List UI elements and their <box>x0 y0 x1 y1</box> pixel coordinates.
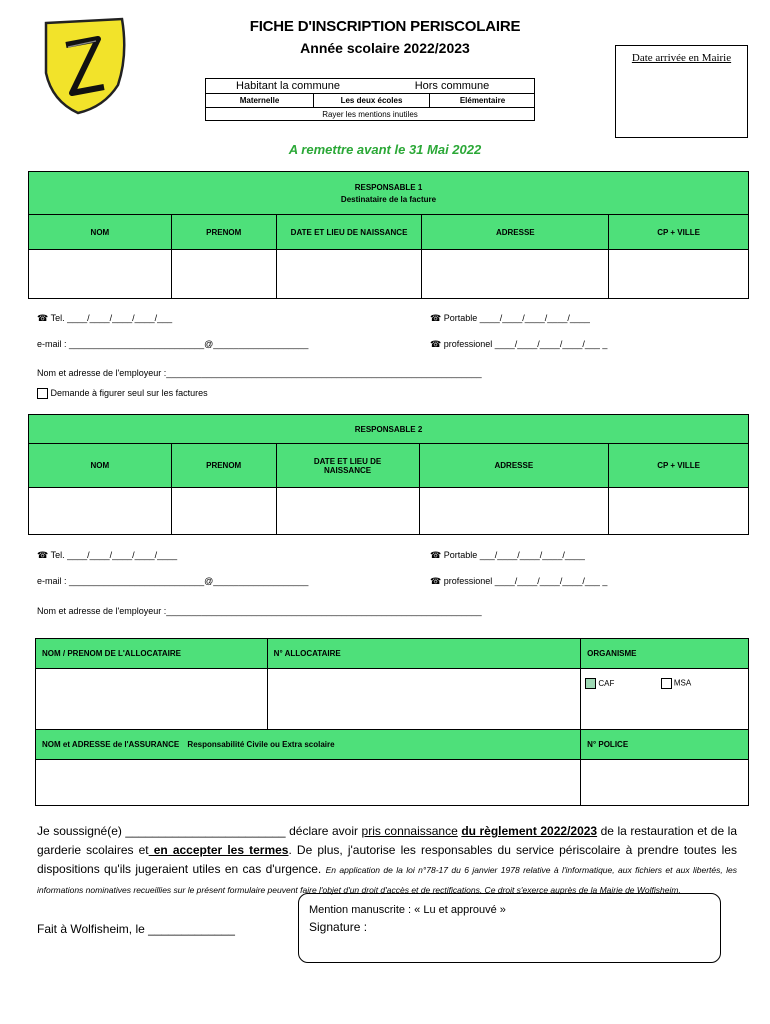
resp1-subtitle: Destinataire de la facture <box>340 194 437 204</box>
signature-box[interactable] <box>298 893 721 963</box>
col-nom: NOM <box>29 215 172 250</box>
organisme-options <box>581 669 749 730</box>
commune-selector <box>205 78 535 121</box>
signature-label: Signature : <box>309 920 368 934</box>
phone-icon: ☎ <box>430 550 444 560</box>
resp2-header: RESPONSABLE 2 <box>29 415 749 444</box>
assurance-field[interactable] <box>36 760 581 806</box>
invoice-checkbox-label: Demande à figurer seul sur les factures <box>50 388 208 398</box>
col-cp-ville: CP + VILLE <box>609 215 749 250</box>
col-police: N° POLICE <box>581 730 749 760</box>
caf-checkbox[interactable] <box>585 678 596 689</box>
resp1-cpville-field[interactable] <box>609 250 749 299</box>
resp1-employer[interactable]: Nom et adresse de l'employeur :_______________________________________________________________ <box>37 368 482 378</box>
strike-note: Rayer les mentions inutiles <box>322 110 418 119</box>
school-year: Année scolaire 2022/2023 <box>300 40 470 56</box>
col-cp-ville: CP + VILLE <box>609 444 749 488</box>
resp2-employer[interactable]: Nom et adresse de l'employeur :_______________________________________________________________ <box>37 606 482 616</box>
resp1-prenom-field[interactable] <box>171 250 276 299</box>
phone-icon: ☎ <box>430 576 444 586</box>
resp1-tel[interactable]: ☎ Tel. ____/____/____/____/___ <box>37 313 173 323</box>
mention-manuscrite: Mention manuscrite : « Lu et approuvé » <box>309 904 506 916</box>
resp2-portable[interactable]: ☎ Portable ___/____/____/____/____ <box>430 550 585 560</box>
resp2-prenom-field[interactable] <box>171 488 276 535</box>
resp2-table <box>28 414 749 535</box>
allocataire-name-field[interactable] <box>36 669 268 730</box>
resp2-professionel[interactable]: ☎ professionel ____/____/____/____/___ _ <box>430 576 608 586</box>
resp1-title: RESPONSABLE 1 <box>354 182 423 192</box>
deadline: A remettre avant le 31 Mai 2022 <box>288 142 482 157</box>
col-nom: NOM <box>29 444 172 488</box>
logo <box>38 15 130 115</box>
mairie-arrival-box <box>615 45 748 138</box>
col-naissance: DATE ET LIEU DE NAISSANCE <box>276 215 422 250</box>
caf-label: CAF <box>598 678 615 688</box>
form-title: FICHE D'INSCRIPTION PERISCOLAIRE <box>249 18 521 35</box>
phone-icon: ☎ <box>430 313 444 323</box>
resp2-tel[interactable]: ☎ Tel. ____/____/____/____/____ <box>37 550 178 560</box>
col-prenom: PRENOM <box>171 215 276 250</box>
col-prenom: PRENOM <box>171 444 276 488</box>
resp1-nom-field[interactable] <box>29 250 172 299</box>
resp1-email[interactable]: e-mail : ___________________________@___________________ <box>37 339 309 349</box>
commune-option-habitant[interactable]: Habitant la commune <box>236 80 340 92</box>
col-naissance: DATE ET LIEU DE NAISSANCE <box>276 444 419 488</box>
commune-option-hors[interactable]: Hors commune <box>414 80 490 92</box>
commune-row <box>206 79 534 94</box>
resp1-table <box>28 171 749 299</box>
col-organisme: ORGANISME <box>581 639 749 669</box>
col-adresse: ADRESSE <box>422 215 609 250</box>
resp1-naissance-field[interactable] <box>276 250 422 299</box>
mairie-arrival-label: Date arrivée en Mairie <box>631 52 732 64</box>
resp2-nom-field[interactable] <box>29 488 172 535</box>
legal-notice: En application de la loi n°78-17 du 6 janvier 1978 relative à l'informatique, aux fichiers et aux libertés, les informations nominatives recueillies sur le présent formulaire peuvent faire l'objet d'un droit d'accès et de rectifications. Ce droit s'exerce auprès de la Mairie de Wolfisheim. <box>37 865 737 895</box>
phone-icon: ☎ <box>37 550 51 560</box>
assurance-label: NOM et ADRESSE de l'ASSURANCE <box>42 740 180 749</box>
allocataire-number-field[interactable] <box>267 669 581 730</box>
coat-of-arms-icon <box>38 15 130 115</box>
col-adresse: ADRESSE <box>419 444 609 488</box>
police-field[interactable] <box>581 760 749 806</box>
resp1-header <box>29 172 749 215</box>
phone-icon: ☎ <box>37 313 51 323</box>
col-allocataire-name: NOM / PRENOM DE L'ALLOCATAIRE <box>36 639 268 669</box>
resp2-adresse-field[interactable] <box>419 488 609 535</box>
msa-checkbox[interactable] <box>661 678 672 689</box>
resp1-adresse-field[interactable] <box>422 250 609 299</box>
school-row <box>206 94 534 108</box>
rules-link[interactable]: pris connaissance <box>361 824 458 838</box>
assurance-header <box>36 730 581 760</box>
resp2-email[interactable]: e-mail : ___________________________@___________________ <box>37 576 309 586</box>
phone-icon: ☎ <box>430 339 444 349</box>
school-option-maternelle[interactable]: Maternelle <box>239 96 280 105</box>
allocataire-table <box>35 638 749 806</box>
invoice-option[interactable] <box>37 388 208 399</box>
school-option-deux[interactable]: Les deux écoles <box>340 96 403 105</box>
assurance-type: Responsabilité Civile ou Extra scolaire <box>187 740 335 749</box>
msa-label: MSA <box>673 678 692 688</box>
col-allocataire-number: N° ALLOCATAIRE <box>267 639 581 669</box>
resp2-cpville-field[interactable] <box>609 488 749 535</box>
school-option-elementaire[interactable]: Elémentaire <box>459 96 506 105</box>
resp1-professionel[interactable]: ☎ professionel ____/____/____/____/___ _ <box>430 339 608 349</box>
invoice-checkbox[interactable] <box>37 388 48 399</box>
resp2-naissance-field[interactable] <box>276 488 419 535</box>
place-date[interactable]: Fait à Wolfisheim, le _____________ <box>37 922 235 936</box>
declaration: Je soussigné(e) ________________________ déclare avoir pris connaissance du règlement 2022/2023 de la restauration et de la garderie scolaires et en accepter les termes. De plus, j'autorise les responsables du service périscolaire à prendre toutes les dispositions qu'ils jugeraient utiles en cas d'urgence. En application de la loi n°78-17 du 6 janvier 1978 relative à l'informatique, aux fichiers et aux libertés, les informations nominatives recueillies sur le présent formulaire peuvent faire l'objet d'un droit d'accès et de rectifications. Ce droit s'exerce auprès de la Mairie de Wolfisheim. <box>37 824 737 895</box>
resp1-portable[interactable]: ☎ Portable ____/____/____/____/____ <box>430 313 590 323</box>
